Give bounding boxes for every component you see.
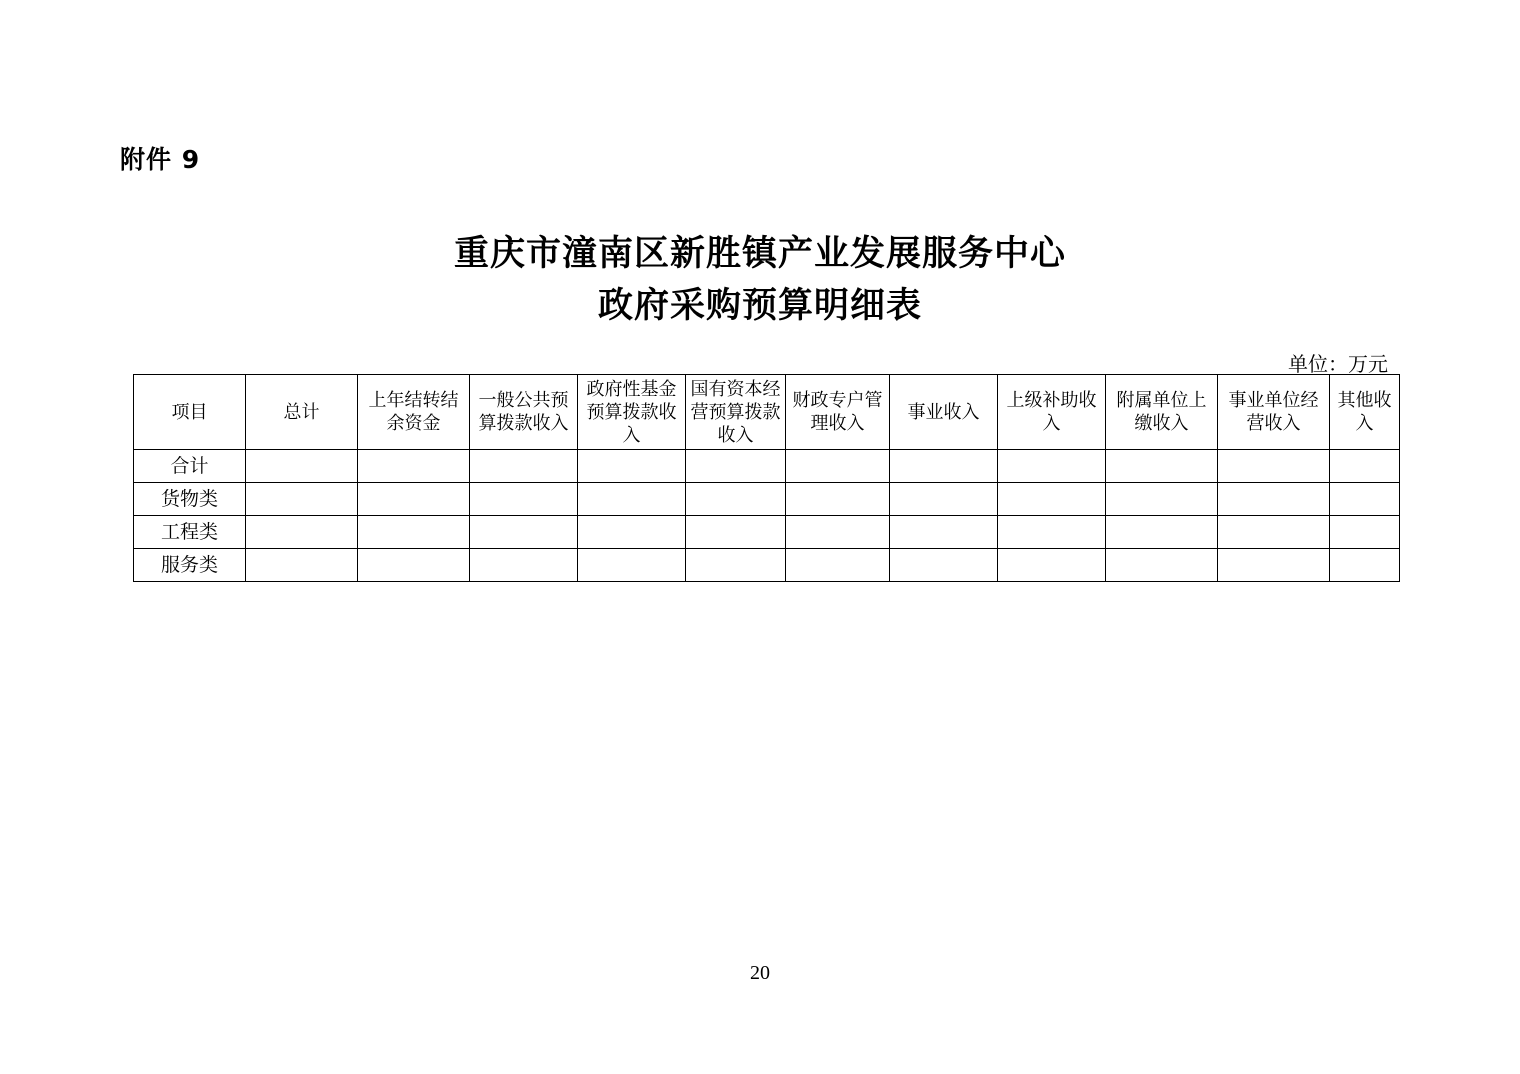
table-cell[interactable]: [470, 450, 578, 483]
table-row-label: 服务类: [134, 549, 246, 582]
page-number: 20: [750, 962, 770, 984]
table-cell[interactable]: [1106, 450, 1218, 483]
table-cell[interactable]: [890, 516, 998, 549]
table-cell[interactable]: [786, 483, 890, 516]
table-row: [134, 483, 1400, 516]
table-cell[interactable]: [890, 549, 998, 582]
table-cell[interactable]: [578, 483, 686, 516]
table-cell[interactable]: [470, 483, 578, 516]
table-column-header: 项目: [134, 375, 246, 450]
table-cell[interactable]: [890, 483, 998, 516]
table-cell[interactable]: [1218, 450, 1330, 483]
table-cell[interactable]: [1106, 549, 1218, 582]
table-cell[interactable]: [686, 549, 786, 582]
table-row: [134, 516, 1400, 549]
table-cell[interactable]: [1106, 516, 1218, 549]
unit-note: 单位：万元: [1288, 354, 1388, 376]
table-cell[interactable]: [998, 516, 1106, 549]
table-row-label: 合计: [134, 450, 246, 483]
table-cell[interactable]: [786, 516, 890, 549]
table-cell[interactable]: [1330, 549, 1400, 582]
table-column-header: 附属单位上缴收入: [1106, 375, 1218, 450]
table-cell[interactable]: [246, 450, 358, 483]
table-cell[interactable]: [998, 483, 1106, 516]
table-cell[interactable]: [358, 549, 470, 582]
table-cell[interactable]: [1330, 516, 1400, 549]
budget-table: [133, 374, 1400, 582]
table-cell[interactable]: [578, 549, 686, 582]
table-column-header: 上级补助收入: [998, 375, 1106, 450]
table-row-label: 工程类: [134, 516, 246, 549]
table-column-header: 上年结转结余资金: [358, 375, 470, 450]
table-cell[interactable]: [1106, 483, 1218, 516]
table-cell[interactable]: [786, 549, 890, 582]
table-cell[interactable]: [786, 450, 890, 483]
table-cell[interactable]: [1218, 483, 1330, 516]
table-cell[interactable]: [998, 450, 1106, 483]
table-cell[interactable]: [246, 549, 358, 582]
table-cell[interactable]: [358, 483, 470, 516]
table-cell[interactable]: [890, 450, 998, 483]
table-column-header: 其他收入: [1330, 375, 1400, 450]
table-column-header: 国有资本经营预算拨款收入: [686, 375, 786, 450]
table-cell[interactable]: [246, 483, 358, 516]
page-title: [0, 228, 1520, 332]
table-column-header: 一般公共预算拨款收入: [470, 375, 578, 450]
table-row: [134, 549, 1400, 582]
table-cell[interactable]: [1330, 450, 1400, 483]
table-cell[interactable]: [998, 549, 1106, 582]
table-cell[interactable]: [1218, 549, 1330, 582]
table-row-label: 货物类: [134, 483, 246, 516]
table-column-header: 政府性基金预算拨款收入: [578, 375, 686, 450]
table-cell[interactable]: [578, 516, 686, 549]
table-cell[interactable]: [686, 483, 786, 516]
table-cell[interactable]: [358, 516, 470, 549]
table-cell[interactable]: [578, 450, 686, 483]
table-header-row: [134, 375, 1400, 450]
table-cell[interactable]: [1218, 516, 1330, 549]
table-row: [134, 450, 1400, 483]
table-column-header: 财政专户管理收入: [786, 375, 890, 450]
table-cell[interactable]: [246, 516, 358, 549]
page-title-line-1: 重庆市潼南区新胜镇产业发展服务中心: [453, 233, 1066, 274]
table-cell[interactable]: [1330, 483, 1400, 516]
page-title-line-2: 政府采购预算明细表: [597, 285, 922, 326]
attachment-label: 附件 9: [120, 145, 201, 174]
table-column-header: 事业单位经营收入: [1218, 375, 1330, 450]
table-cell[interactable]: [686, 516, 786, 549]
table-column-header: 事业收入: [890, 375, 998, 450]
table-cell[interactable]: [470, 549, 578, 582]
table-cell[interactable]: [686, 450, 786, 483]
table-cell[interactable]: [470, 516, 578, 549]
table-cell[interactable]: [358, 450, 470, 483]
table-column-header: 总计: [246, 375, 358, 450]
